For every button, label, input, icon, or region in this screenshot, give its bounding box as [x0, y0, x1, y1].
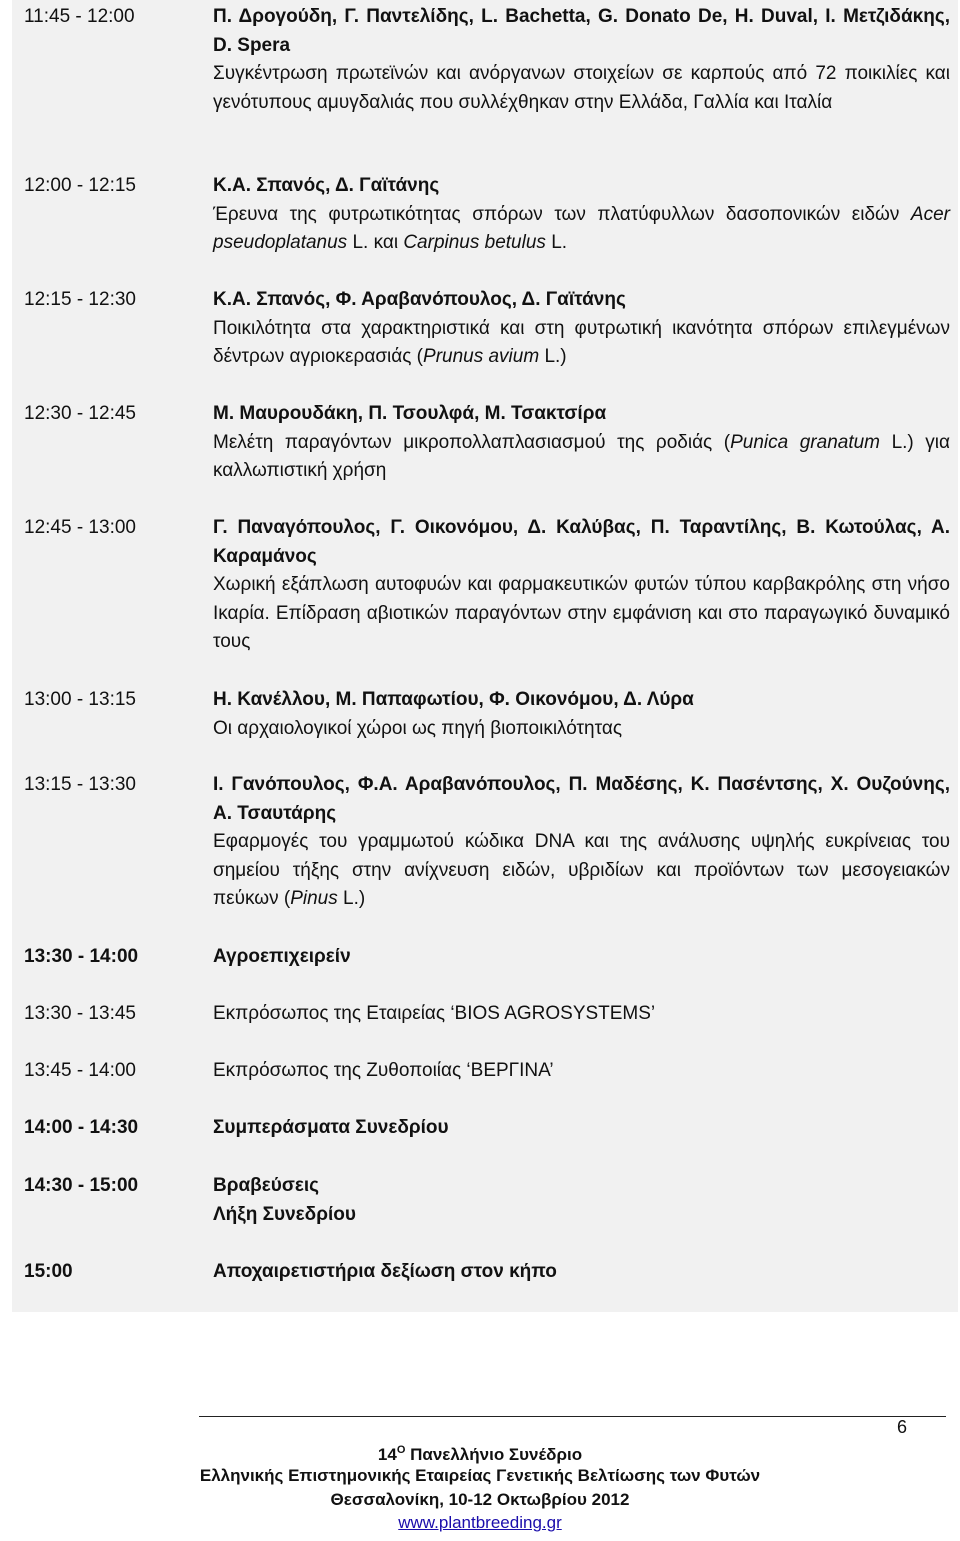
species-name: Pinus: [290, 888, 338, 909]
session-label: Συμπεράσματα Συνεδρίου: [213, 1117, 449, 1138]
presentation-authors: Μ. Μαυρουδάκη, Π. Τσουλφά, Μ. Τσακτσίρα: [213, 403, 607, 424]
session-time: 13:45 - 14:00: [24, 1060, 136, 1081]
time-slot: 11:45 - 12:00: [24, 6, 135, 27]
session-label: Εκπρόσωπος της Ζυθοποιίας ‘ΒΕΡΓΙΝΑ’: [213, 1060, 554, 1081]
time-slot: 12:45 - 13:00: [24, 517, 136, 538]
presentation-authors: Ι. Γανόπουλος, Φ.Α. Αραβανόπουλος, Π. Μαδέσης, Κ. Πασέντσης, Χ. Ουζούνης, Α. Τσαυτάρης: [213, 774, 950, 824]
session-time: 13:30 - 14:00: [24, 946, 139, 967]
time-slot: 13:15 - 13:30: [24, 774, 136, 795]
time-slot: 12:30 - 12:45: [24, 403, 136, 424]
presentation-title: Εφαρμογές του γραμμωτού κώδικα DNA και της ανάλυσης υψηλής ευκρίνειας του σημείου τήξης στην ανίχνευση ειδών, υβριδίων και προϊόντων των μεσογειακών πεύκων (Pinus L.): [213, 831, 950, 909]
species-name: Punica granatum: [730, 431, 881, 453]
schedule-table: [12, 0, 958, 1312]
presentation-authors: Γ. Παναγόπουλος, Γ. Οικονόμου, Δ. Καλύβας, Π. Ταραντίλης, Β. Κωτούλας, Α. Καραμάνος: [213, 517, 950, 567]
presentation-title: Ποικιλότητα στα χαρακτηριστικά και στη φυτρωτική ικανότητα σπόρων επιλεγμένων δέντρων αγριοκερασιάς (Prunus avium L.): [213, 317, 950, 367]
presentation-title: Οι αρχαιολογικοί χώροι ως πηγή βιοποικιλότητας: [213, 717, 623, 739]
session-label: Αγροεπιχειρείν: [213, 946, 351, 967]
presentation-title: Χωρική εξάπλωση αυτοφυών και φαρμακευτικών φυτών τύπου καρβακρόλης στη νήσο Ικαρία. Επίδραση αβιοτικών παραγόντων στην εμφάνιση και στο παραγωγικό δυναμικό τους: [213, 574, 950, 652]
presentation-authors: Η. Κανέλλου, Μ. Παπαφωτίου, Φ. Οικονόμου, Δ. Λύρα: [213, 689, 694, 710]
society-name: Ελληνικής Επιστημονικής Εταιρείας Γενετικής Βελτίωσης των Φυτών: [199, 1466, 761, 1485]
session-time: 14:30 - 15:00: [24, 1175, 139, 1196]
conference-location-date: Θεσσαλονίκη, 10-12 Οκτωβρίου 2012: [330, 1490, 630, 1509]
session-label: Βραβεύσεις: [213, 1175, 320, 1196]
conference-title: $14^O$ Πανελλήνιο Συνέδριο: [377, 1444, 583, 1464]
species-name: Acer pseudoplatanus: [213, 203, 950, 253]
time-slot: 12:00 - 12:15: [24, 175, 136, 196]
presentation-title: Συγκέντρωση πρωτεϊνών και ανόργανων στοιχείων σε καρπούς από 72 ποικιλίες και γενότυπους αμυγδαλιάς που συλλέχθηκαν στην Ελλάδα, Γαλλία και Ιταλία: [213, 63, 950, 113]
footer-divider: [199, 1416, 946, 1417]
session-label: Εκπρόσωπος της Εταιρείας ‘BIOS AGROSYSTEMS’: [213, 1003, 656, 1024]
session-label: Αποχαιρετιστήρια δεξίωση στον κήπο: [213, 1261, 557, 1282]
page-number: 6: [897, 1417, 908, 1437]
presentation-authors: Π. Δρογούδη, Γ. Παντελίδης, L. Bachetta, G. Donato De, H. Duval, I. Μετζιδάκης, D. Spera: [213, 6, 950, 56]
presentation-title: Μελέτη παραγόντων μικροπολλαπλασιασμού της ροδιάς (Punica granatum L.) για καλλωπιστική χρήση: [213, 431, 950, 481]
presentation-authors: Κ.Α. Σπανός, Δ. Γαϊτάνης: [213, 175, 440, 196]
time-slot: 13:00 - 13:15: [24, 689, 136, 710]
session-time: 15:00: [24, 1261, 73, 1282]
presentation-title: Έρευνα της φυτρωτικότητας σπόρων των πλατύφυλλων δασοπονικών ειδών Acer pseudoplatanus L. και Carpinus betulus L.: [213, 203, 950, 253]
website-link[interactable]: www.plantbreeding.gr: [398, 1513, 562, 1532]
time-slot: 12:15 - 12:30: [24, 289, 136, 310]
presentation-authors: Κ.Α. Σπανός, Φ. Αραβανόπουλος, Δ. Γαϊτάνης: [213, 289, 626, 310]
species-name: Prunus avium: [423, 346, 540, 367]
session-time: 14:00 - 14:30: [24, 1117, 139, 1138]
species-name: Carpinus betulus: [403, 232, 546, 253]
session-label-secondary: Λήξη Συνεδρίου: [213, 1203, 356, 1225]
session-time: 13:30 - 13:45: [24, 1003, 136, 1024]
